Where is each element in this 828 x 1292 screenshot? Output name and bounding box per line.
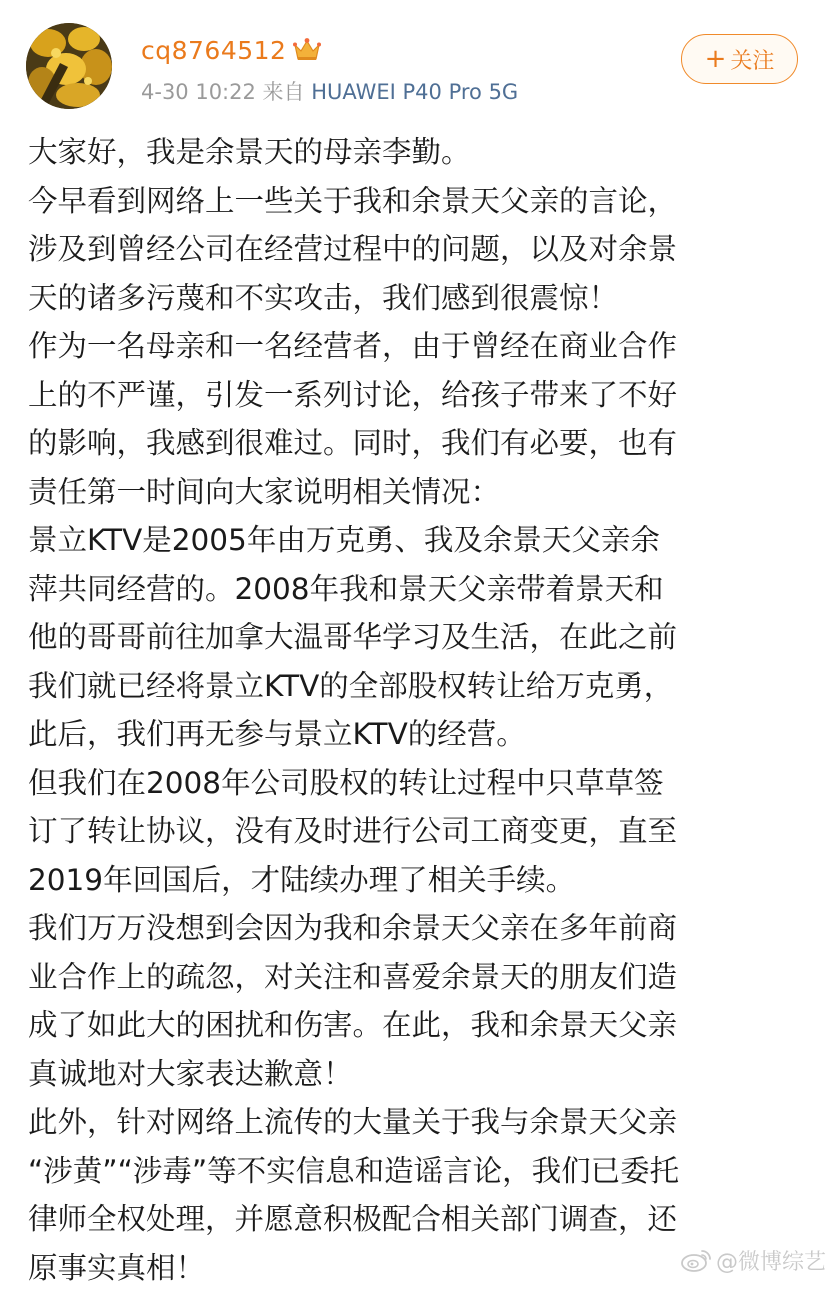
- post-line: 的影响，我感到很难过。同时，我们有必要，也有: [28, 419, 818, 468]
- post-line: 景立KTV是2005年由万克勇、我及余景天父亲余: [28, 516, 818, 565]
- post-line: 但我们在2008年公司股权的转让过程中只草草签: [28, 759, 818, 808]
- post-line: 律师全权处理，并愿意积极配合相关部门调查，还: [28, 1195, 818, 1244]
- post-body: [28, 128, 818, 1292]
- post-line: 我们万万没想到会因为我和余景天父亲在多年前商: [28, 904, 818, 953]
- post-date: 4-30 10:22: [141, 80, 256, 104]
- post-line: 天的诸多污蔑和不实攻击，我们感到很震惊！: [28, 274, 818, 323]
- post-line: 2019年回国后，才陆续办理了相关手续。: [28, 856, 818, 905]
- post-line: 真诚地对大家表达歉意！: [28, 1050, 818, 1099]
- post-line: 我们就已经将景立KTV的全部股权转让给万克勇，: [28, 662, 818, 711]
- post-meta: [141, 76, 518, 106]
- post-line: 此后，我们再无参与景立KTV的经营。: [28, 710, 818, 759]
- follow-button[interactable]: [681, 34, 798, 84]
- source-prefix: 来自: [263, 80, 305, 104]
- weibo-logo-icon: [680, 1247, 712, 1273]
- post-line: 成了如此大的困扰和伤害。在此，我和余景天父亲: [28, 1001, 818, 1050]
- post-header: [0, 0, 828, 120]
- post-line: 他的哥哥前往加拿大温哥华学习及生活，在此之前: [28, 613, 818, 662]
- post-line: 今早看到网络上一些关于我和余景天父亲的言论，: [28, 177, 818, 226]
- post-line: 大家好，我是余景天的母亲李勤。: [28, 128, 818, 177]
- post-line: 萍共同经营的。2008年我和景天父亲带着景天和: [28, 565, 818, 614]
- post-line: 涉及到曾经公司在经营过程中的问题，以及对余景: [28, 225, 818, 274]
- post-line: 作为一名母亲和一名经营者，由于曾经在商业合作: [28, 322, 818, 371]
- crown-badge-icon: [292, 36, 322, 64]
- avatar-image: [26, 23, 112, 109]
- post-line: 此外，针对网络上流传的大量关于我与余景天父亲: [28, 1098, 818, 1147]
- follow-label: 关注: [730, 44, 774, 75]
- username[interactable]: cq8764512: [141, 36, 286, 65]
- watermark: [680, 1244, 826, 1276]
- post-line: 上的不严谨，引发一系列讨论，给孩子带来了不好: [28, 371, 818, 420]
- device-link[interactable]: HUAWEI P40 Pro 5G: [311, 80, 518, 104]
- plus-icon: +: [705, 46, 727, 72]
- post-line: 原事实真相！: [28, 1244, 818, 1292]
- username-row: [141, 30, 322, 70]
- post-line: 订了转让协议，没有及时进行公司工商变更，直至: [28, 807, 818, 856]
- post-line: 责任第一时间向大家说明相关情况：: [28, 468, 818, 517]
- avatar[interactable]: [26, 23, 112, 109]
- watermark-text: @微博综艺: [716, 1245, 826, 1276]
- post-line: “涉黄”“涉毒”等不实信息和造谣言论，我们已委托: [28, 1147, 818, 1196]
- post-line: 业合作上的疏忽，对关注和喜爱余景天的朋友们造: [28, 953, 818, 1002]
